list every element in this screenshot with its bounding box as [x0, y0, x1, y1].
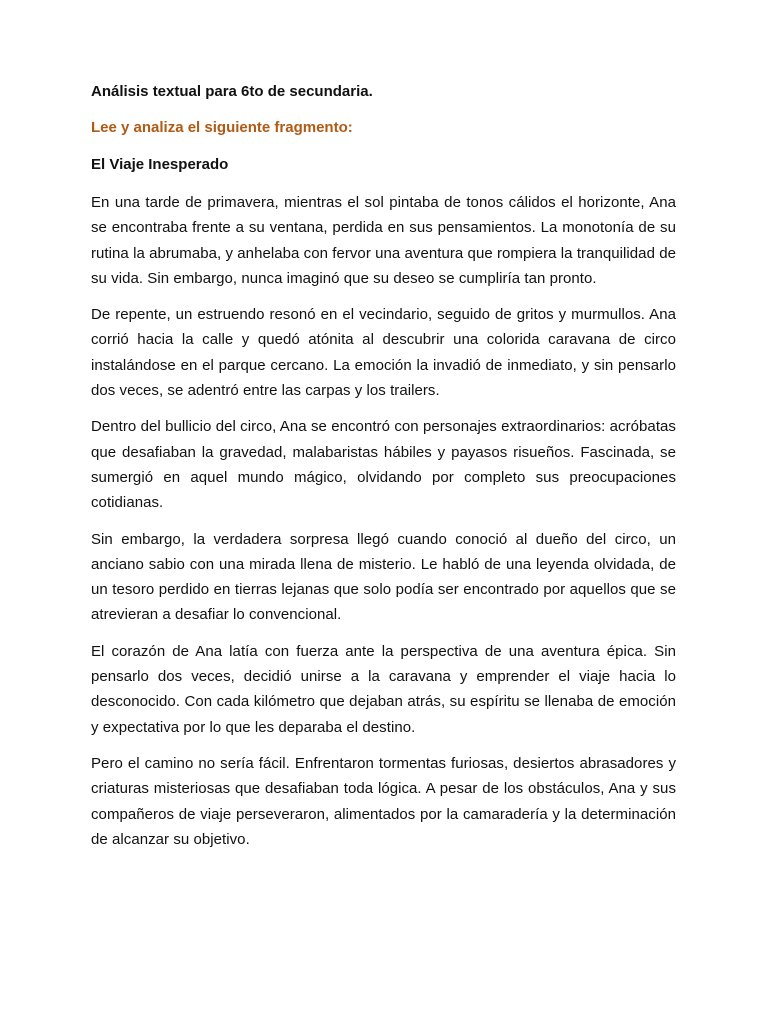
document-page	[91, 82, 676, 863]
story-paragraph-1: En una tarde de primavera, mientras el sol pintaba de tonos cálidos el horizonte, Ana se encontraba frente a su ventana, perdida en sus pensamientos. La monotonía de su rutina la abrumaba, y anhelaba con fervor una aventura que rompiera la tranquilidad de su vida. Sin embargo, nunca imaginó que su deseo se cumpliría tan pronto.	[91, 194, 676, 287]
story-paragraph-4: Sin embargo, la verdadera sorpresa llegó cuando conoció al dueño del circo, un anciano sabio con una mirada llena de misterio. Le habló de una leyenda olvidada, de un tesoro perdido en tierras lejanas que solo podía ser encontrado por aquellos que se atrevieran a desafiar lo convencional.	[91, 530, 676, 624]
story-paragraph-2: De repente, un estruendo resonó en el vecindario, seguido de gritos y murmullos. Ana corrió hacia la calle y quedó atónita al descubrir una colorida caravana de circo instalándose en el parque cercano. La emoción la invadió de inmediato, y sin pensarlo dos veces, se adentró entre las carpas y los trailers.	[91, 306, 676, 400]
story-title: El Viaje Inesperado	[91, 156, 229, 173]
document-title: Análisis textual para 6to de secundaria.	[91, 83, 373, 100]
instruction-heading: Lee y analiza el siguiente fragmento:	[91, 119, 353, 136]
story-paragraph-5: El corazón de Ana latía con fuerza ante la perspectiva de una aventura épica. Sin pensarlo dos veces, decidió unirse a la caravana y emprender el viaje hacia lo desconocido. Con cada kilómetro que dejaban atrás, su espíritu se llenaba de emoción y expectativa por lo que les deparaba el destino.	[91, 642, 676, 736]
story-paragraph-3: Dentro del bullicio del circo, Ana se encontró con personajes extraordinarios: acróbatas que desafiaban la gravedad, malabaristas hábiles y payasos risueños. Fascinada, se sumergió en aquel mundo mágico, olvidando por completo sus preocupaciones cotidianas.	[91, 418, 676, 512]
story-paragraph-6: Pero el camino no sería fácil. Enfrentaron tormentas furiosas, desiertos abrasadores y criaturas misteriosas que desafiaban toda lógica. A pesar de los obstáculos, Ana y sus compañeros de viaje perseveraron, alimentados por la camaradería y la determinación de alcanzar su objetivo.	[91, 754, 676, 848]
